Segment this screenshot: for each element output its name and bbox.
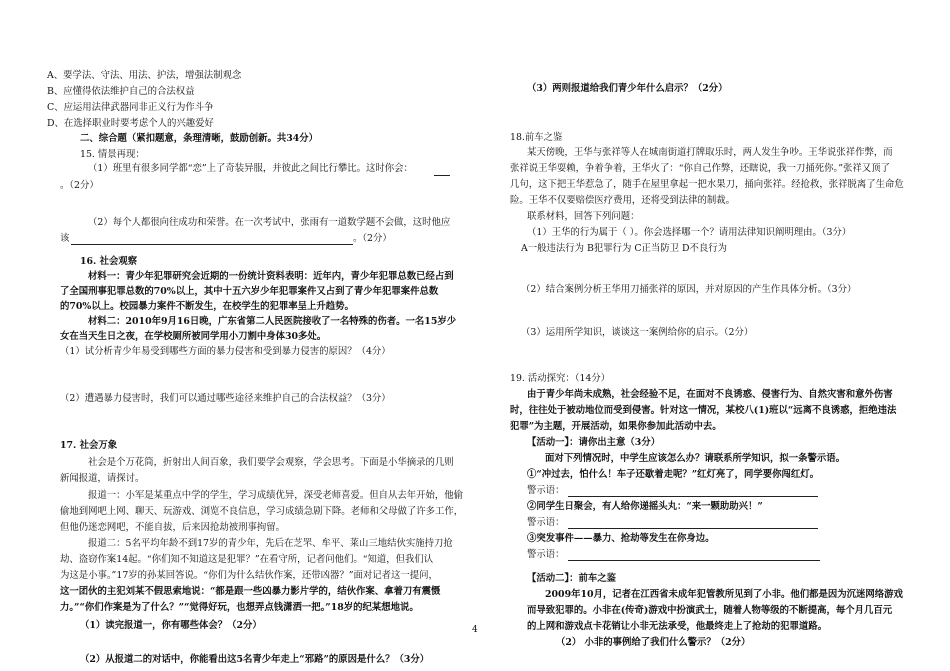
q19-title: 19. 活动探究：（14分） (510, 373, 611, 384)
option-b: B、应懂得依法维护自己的合法权益 (47, 86, 195, 97)
q19-intro: 犯罪”为主题，开展活动，如果你参加此活动中去。 (510, 421, 722, 432)
answer-line (568, 496, 818, 497)
q19-intro: 由于青少年尚未成熟，社会经验不足，在面对不良诱惑、侵害行为、自然灾害和意外伤害 (527, 389, 893, 400)
material1-line: 的70%以上。校园暴力案件不断发生，在校学生的犯罪率呈上升趋势。 (60, 301, 354, 312)
activity1-title: 【活动一】：请你出主意（3分） (527, 437, 661, 448)
page-number: 4 (472, 625, 478, 635)
q17-line: 劫、盗窃作案14起。“你们知不知道这是犯罪？”在看守所，记者问他们。“知道，但我们认 (60, 554, 434, 565)
q17-part3: （3）两则报道给我们青少年什么启示？（2分） (527, 83, 728, 94)
option-a: A、要学法、守法、用法、护法，增强法制观念 (47, 70, 242, 81)
q17-line: 但他仍迷恋网吧，不能自拔，后来因抢劫被刑事拘留。 (60, 522, 286, 533)
q16-title: 16. 社会观察 (80, 256, 138, 267)
q18-part2: （2）结合案例分析王华用刀捅张祥的原因，并对原因的产生作具体分析。（3分） (521, 284, 857, 295)
q17-line: 力。”“你们作案是为了什么？”“觉得好玩，也想弄点钱潇洒一把。”18岁的纪某想地说。 (60, 602, 419, 613)
activity2-line: 的上网和游戏点卡花销让小非无法承受，他最终走上了抢劫的犯罪道路。 (527, 621, 828, 632)
q16-part2: （2）遭遇暴力侵害时，我们可以通过哪些途径来维护自己的合法权益？（3分） (60, 393, 391, 404)
activity2-question: （2） 小非的事例给了我们什么警示？（2分） (556, 637, 751, 648)
material2-line: 女在当天生日之夜，在学校厕所被同学用小刀割中身体30多处。 (60, 331, 327, 342)
q18-line: 张祥说王华耍赖，争着争着，王华火了：“你自己作弊，还瞎说，我一刀捅死你。”张祥又顶了 (510, 163, 890, 174)
q15-part2-cont: 该 (60, 233, 70, 244)
q15-part2-score: 。（2分） (353, 233, 392, 244)
q17-line: 新闻报道，请探讨。 (60, 473, 145, 484)
answer-line (71, 244, 353, 245)
q18-options: A一般违法行为 B犯罪行为 C正当防卫 D不良行为 (521, 243, 728, 254)
activity1-item2: ②同学生日聚会，有人给你递摇头丸：“来一颗助助兴！” (527, 501, 763, 512)
warning-label: 警示语： (527, 485, 565, 496)
q16-part1: （1）试分析青少年易受到哪些方面的暴力侵害和受到暴力侵害的原因？（4分） (60, 346, 391, 357)
q15-part1: （1）班里有很多同学都“恋”上了奇装异服，并彼此之间比行攀比。这时你会： (88, 163, 413, 174)
warning-label: 警示语： (527, 517, 565, 528)
material1-line: 了全国刑事犯罪总数的70%以上，其中十五六岁少年犯罪案件又占到了青少年犯罪案件总数 (60, 286, 439, 297)
option-d: D、在选择职业时要考虑个人的兴趣爱好 (47, 118, 214, 129)
q17-line: 为这是小事。”17岁的孙某回答说。“你们为什么结伙作案，还带凶器？”面对记者这一提问， (60, 570, 438, 581)
q18-title: 18.前车之鉴 (510, 132, 563, 143)
q17-part1: （1）读完报道一，你有哪些体会？（2分） (80, 620, 262, 631)
material1-line: 材料一：青少年犯罪研究会近期的一份统计资料表明：近年内，青少年犯罪总数已经占到 (88, 271, 454, 282)
q17-line: 社会是个万花筒，折射出人间百象，我们要学会观察，学会思考。下面是小华摘录的几则 (88, 457, 454, 468)
answer-line (568, 560, 820, 561)
q17-line: 偷地到网吧上网、聊天、玩游戏、浏览不良信息，学习成绩急剧下降。老师和父母做了许多工作， (60, 506, 464, 517)
option-c: C、应运用法律武器同非正义行为作斗争 (47, 102, 214, 113)
activity2-line: 2009年10月，记者在江西省未成年犯管教所见到了小非。他们都是因为沉迷网络游戏 (545, 589, 903, 600)
activity1-question: 面对下列情况时，中学生应该怎么办？请联系所学知识，拟一条警示语。 (545, 453, 846, 464)
q17-part2: （2）从报道二的对话中，你能看出这5名青少年走上“邪路”的原因是什么？（3分） (80, 654, 430, 665)
answer-line (434, 175, 450, 176)
q18-part3: （3）运用所学知识，谈谈这一案例给你的启示。（2分） (521, 327, 754, 338)
material2-line: 材料二：2010年9月16日晚，广东省第二人民医院接收了一名特殊的伤者。一名15岁少 (88, 316, 457, 327)
q15-title: 15. 情景再现： (80, 149, 145, 160)
q18-line: 几句，这下把王华惹急了，随手在屋里拿起一把水果刀，捅向张祥。经抢救，张祥脱离了生命危 (510, 179, 904, 190)
warning-label: 警示语： (527, 549, 565, 560)
q18-line: 联系材料，回答下列问题： (527, 211, 640, 222)
q15-part1-score: 。（2分） (60, 180, 99, 191)
activity1-item3: ③突发事件——暴力、抢劫等发生在你身边。 (527, 533, 715, 544)
q17-line: 报道一：小军是某重点中学的学生，学习成绩优异，深受老师喜爱。但自从去年开始，他偷 (88, 490, 464, 501)
section2-title: 二、综合题（紧扣题意，条理清晰，鼓励创新。共34分） (80, 133, 319, 144)
q18-line: 某天傍晚，王华与张祥等人在城南街道打牌取乐时，两人发生争吵。王华说张祥作弊，而 (527, 147, 893, 158)
q18-line: 险。王华不仅要赔偿医疗费用，还将受到法律的制裁。 (510, 195, 736, 206)
q18-part1: （1）王华的行为属于（ ）。你会选择哪一个？请用法律知识阐明理由。（3分） (527, 227, 852, 238)
q17-line: 这一团伙的主犯刘某不假思索地说：“都是跟一些凶暴力影片学的，结伙作案、拿着刀有震慑 (60, 586, 441, 597)
q17-title: 17. 社会万象 (60, 440, 118, 451)
answer-line (568, 528, 818, 529)
activity1-item1: ①“冲过去，怕什么！车子还歇着走呢？”红灯亮了，同学要你闯红灯。 (527, 469, 820, 480)
activity2-line: 而导致犯罪的。小非在(传奇)游戏中扮演武士，随着人物等级的不断提高，每个月几百元 (527, 605, 893, 616)
q17-line: 报道二：5名平均年龄不到17岁的青少年，先后在芝罘、牟平、莱山三地结伙实施持刀抢 (88, 538, 453, 549)
activity2-title: 【活动二】：前车之鉴 (527, 573, 617, 584)
q19-intro: 时，往往处于被动地位而受到侵害。针对这一情况，某校八(1)班以“远离不良诱惑，拒绝违法 (510, 405, 897, 416)
q15-part2: （2）每个人都很向往成功和荣誉。在一次考试中，张雨有一道数学题不会做，这时他应 (88, 217, 451, 228)
